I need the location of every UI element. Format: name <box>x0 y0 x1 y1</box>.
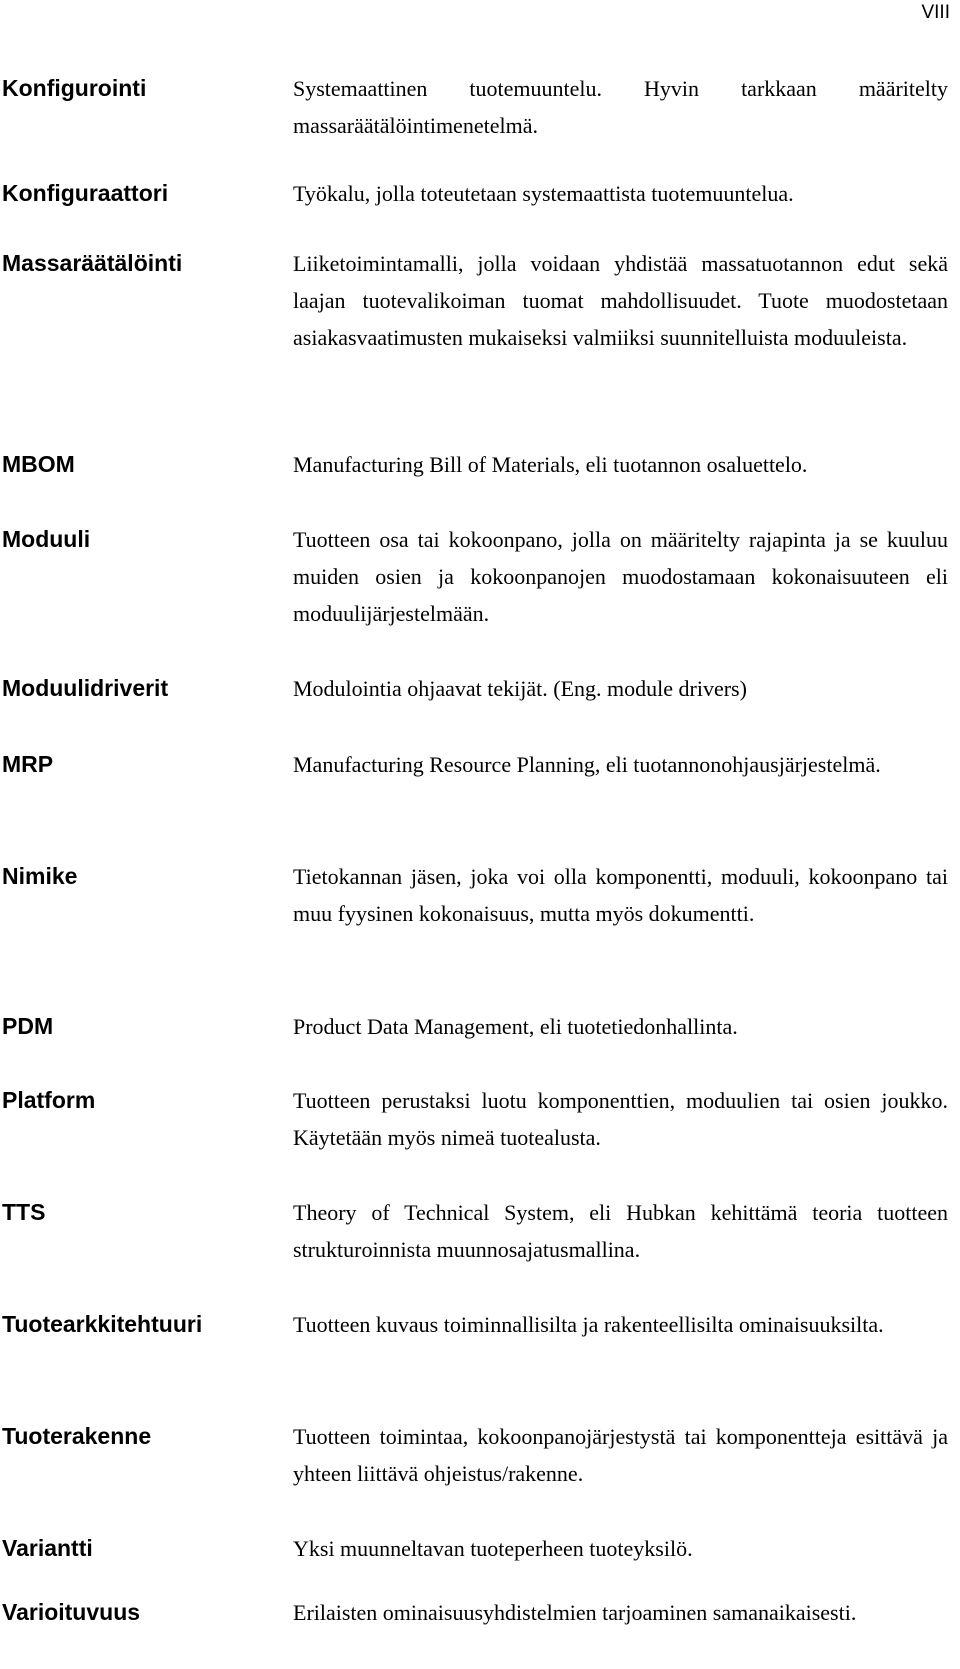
glossary-definition: Tuotteen kuvaus toiminnallisilta ja rakenteellisilta ominaisuuksilta. <box>293 1312 884 1337</box>
glossary-term: Platform <box>2 1087 96 1113</box>
glossary-term: MBOM <box>2 451 75 477</box>
glossary-definition: Liiketoimintamalli, jolla voidaan yhdistää massatuotannon edut sekä laajan tuotevalikoiman tuomat mahdollisuudet. Tuote muodostetaan asiakasvaatimusten mukaiseksi valmiiksi suunnitelluista moduuleista. <box>293 251 948 350</box>
glossary-term: Variantti <box>2 1535 93 1561</box>
glossary-term: Massaräätälöinti <box>2 250 183 276</box>
page-number: VIII <box>921 2 950 23</box>
glossary-term: Nimike <box>2 863 78 889</box>
glossary-definition: Yksi muunneltavan tuoteperheen tuoteyksilö. <box>293 1536 693 1561</box>
glossary-definition: Tuotteen osa tai kokoonpano, jolla on määritelty rajapinta ja se kuuluu muiden osien ja kokoonpanojen muodostamaan kokonaisuuteen eli moduulijärjestelmään. <box>293 527 948 626</box>
glossary-definition: Systemaattinen tuotemuuntelu. Hyvin tarkkaan määritelty massaräätälöintimenetelmä. <box>293 76 948 138</box>
glossary-definition: Manufacturing Resource Planning, eli tuotannonohjausjärjestelmä. <box>293 752 881 777</box>
glossary-term: Konfigurointi <box>2 75 147 101</box>
glossary-term: TTS <box>2 1199 46 1225</box>
glossary-definition: Tuotteen perustaksi luotu komponenttien, moduulien tai osien joukko. Käytetään myös nimeä tuotealusta. <box>293 1088 948 1150</box>
glossary-definition: Manufacturing Bill of Materials, eli tuotannon osaluettelo. <box>293 452 808 477</box>
glossary-term: Konfiguraattori <box>2 180 169 206</box>
glossary-term: Moduulidriverit <box>2 675 169 701</box>
glossary-term: Tuotearkkitehtuuri <box>2 1311 203 1337</box>
glossary-term: MRP <box>2 751 54 777</box>
glossary-definition: Erilaisten ominaisuusyhdistelmien tarjoaminen samanaikaisesti. <box>293 1600 857 1625</box>
glossary-definition: Tuotteen toimintaa, kokoonpanojärjestystä tai komponentteja esittävä ja yhteen liittävä ohjeistus/rakenne. <box>293 1424 948 1486</box>
glossary-definition: Product Data Management, eli tuotetiedonhallinta. <box>293 1014 738 1039</box>
glossary-definition: Työkalu, jolla toteutetaan systemaattista tuotemuuntelua. <box>293 181 794 206</box>
glossary-term: Moduuli <box>2 526 91 552</box>
glossary-term: Varioituvuus <box>2 1599 141 1625</box>
glossary-term: Tuoterakenne <box>2 1423 152 1449</box>
glossary-definition: Modulointia ohjaavat tekijät. (Eng. module drivers) <box>293 676 747 701</box>
glossary-term: PDM <box>2 1013 54 1039</box>
glossary-definition: Theory of Technical System, eli Hubkan kehittämä teoria tuotteen strukturoinnista muunnosajatusmallina. <box>293 1200 948 1262</box>
glossary-definition: Tietokannan jäsen, joka voi olla komponentti, moduuli, kokoonpano tai muu fyysinen kokonaisuus, mutta myös dokumentti. <box>293 864 948 926</box>
